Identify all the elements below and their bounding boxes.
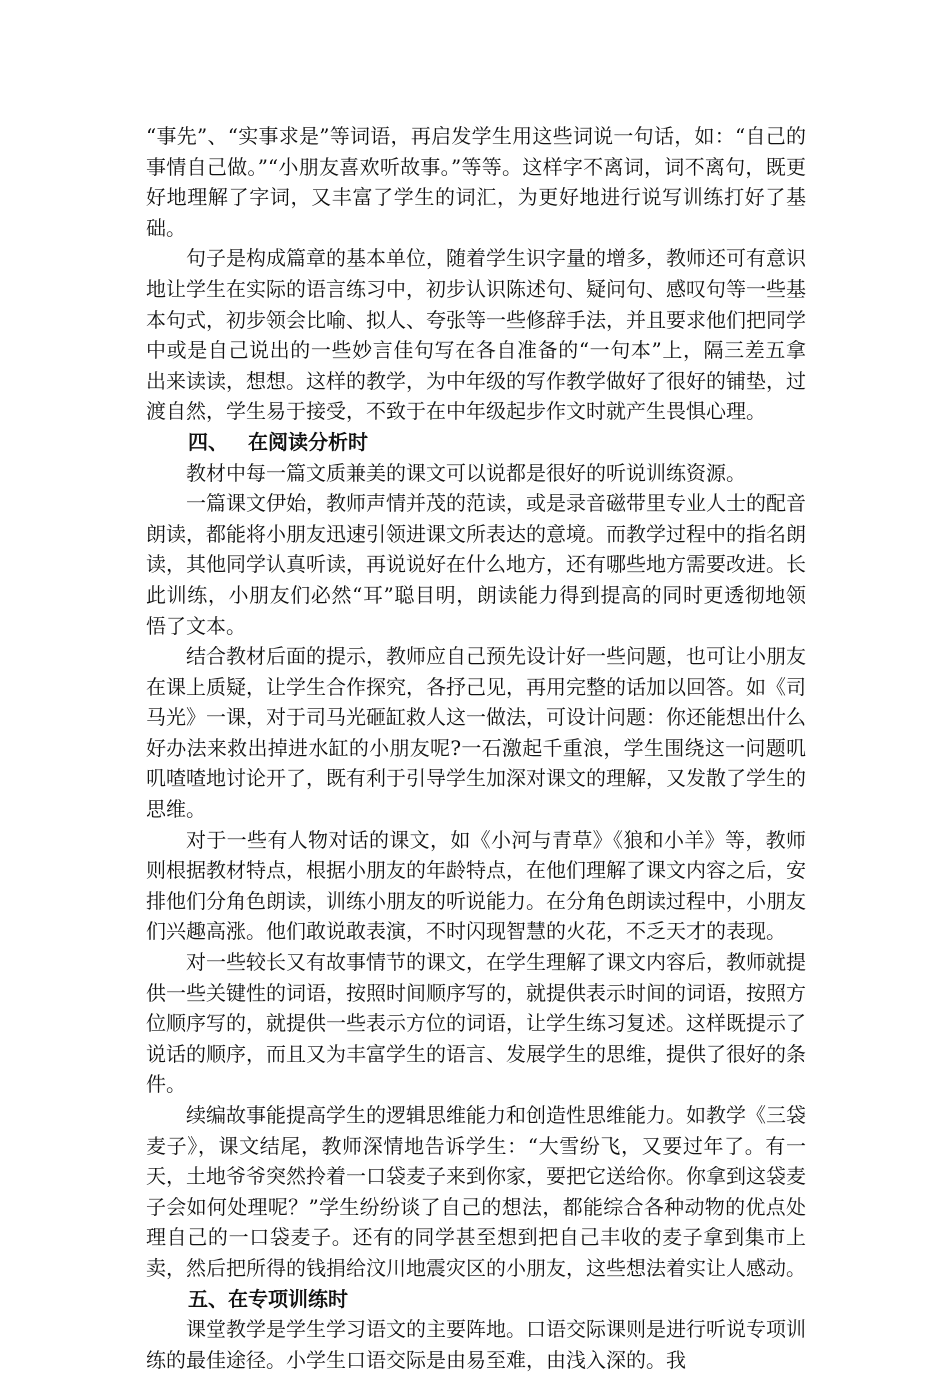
paragraph: 教材中每一篇文质兼美的课文可以说都是很好的听说训练资源。 [186,460,746,485]
paragraph-sentence-types: 句子是构成篇章的基本单位，随着学生识字量的增多，教师还可有意识地让学生在实际的语言练习中，初步认识陈述句、疑问句、感叹句等一些基本句式，初步领会比喻、拟人、夸张等一些修辞手法，并且要求他们把同学中或是自己说出的一些妙言佳句写在各自准备的“一句本”上，隔三差五拿出来读读，想想。这样的教学，为中年级的写作教学做好了很好的铺垫，过渡自然，学生易于接受，不致于在中年级起步作文时就产生畏惧心理。 [146,246,806,424]
paragraph: 对于一些有人物对话的课文，如《小河与青草》《狼和小羊》等，教师则根据教材特点，根据小朋友的年龄特点，在他们理解了课文内容之后，安排他们分角色朗读，训练小朋友的听说能力。在分角色朗读过程中，小朋友们兴趣高涨。他们敢说敢表演，不时闪现智慧的火花，不乏天才的表现。 [146,827,806,944]
paragraph: 结合教材后面的提示，教师应自己预先设计好一些问题，也可让小朋友在课上质疑，让学生合作探究，各抒己见，再用完整的话加以回答。如《司马光》一课，对于司马光砸缸救人这一做法，可设计问题：你还能想出什么好办法来救出掉进水缸的小朋友呢?一石激起千重浪，学生围绕这一问题叽叽喳喳地讨论开了，既有利于引导学生加深对课文的理解，又发散了学生的思维。 [146,644,806,822]
paragraph: 一篇课文伊始，教师声情并茂的范读，或是录音磁带里专业人士的配音朗读，都能将小朋友迅速引领进课文所表达的意境。而教学过程中的指名朗读，其他同学认真听读，再说说好在什么地方，还有哪些地方需要改进。长此训练，小朋友们必然“耳”聪目明，朗读能力得到提高的同时更透彻地领悟了文本。 [146,491,806,638]
paragraph: 课堂教学是学生学习语文的主要阵地。口语交际课则是进行听说专项训练的最佳途径。小学生口语交际是由易至难，由浅入深的。我 [146,1317,806,1372]
section-title: 在专项训练时 [228,1286,348,1311]
section-number: 五、 [188,1286,228,1311]
document-body [146,121,806,1375]
section-heading-special-training [146,1284,806,1315]
paragraph-continuation: “事先”、“实事求是”等词语，再启发学生用这些词说一句话，如：“自己的事情自己做。”“小朋友喜欢听故事。”等等。这样字不离词，词不离句，既更好地理解了字词，又丰富了学生的词汇，为更好地进行说写训练打好了基础。 [146,124,806,240]
section-heading-reading-analysis [146,427,806,458]
section-number: 四、 [188,429,228,454]
paragraph: 对一些较长又有故事情节的课文，在学生理解了课文内容后，教师就提供一些关键性的词语，按照时间顺序写的，就提供表示时间的词语，按照方位顺序写的，就提供一些表示方位的词语，让学生练习复述。这样既提示了说话的顺序，而且又为丰富学生的语言、发展学生的思维，提供了很好的条件。 [146,950,806,1097]
paragraph: 续编故事能提高学生的逻辑思维能力和创造性思维能力。如教学《三袋麦子》，课文结尾，教师深情地告诉学生：“大雪纷飞，又要过年了。有一天，土地爷爷突然拎着一口袋麦子来到你家，要把它送给你。你拿到这袋麦子会如何处理呢？”学生纷纷谈了自己的想法，都能综合各种动物的优点处理自己的一口袋麦子。还有的同学甚至想到把自己丰收的麦子拿到集市上卖，然后把所得的钱捐给汶川地震灾区的小朋友，这些想法着实让人感动。 [146,1103,806,1280]
section-title: 在阅读分析时 [248,429,368,454]
